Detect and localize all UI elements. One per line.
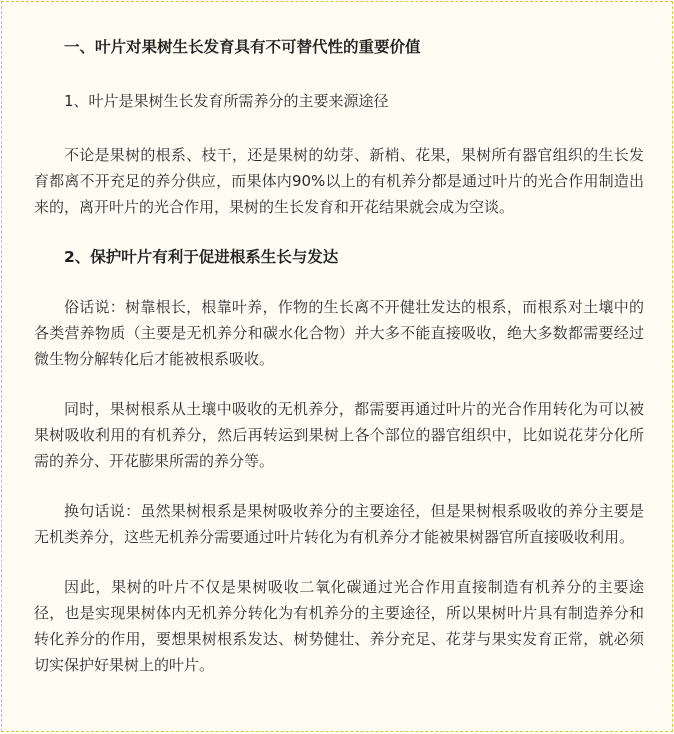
- paragraph-3: 同时，果树根系从土壤中吸收的无机养分，都需要再通过叶片的光合作用转化为可以被果树吸收利用的有机养分，然后再转运到果树上各个部位的器官组织中，比如说花芽分化所需的养分、开花膨果所需的养分等。: [34, 400, 644, 470]
- subsection-heading-1: 1、叶片是果树生长发育所需养分的主要来源途径: [64, 92, 389, 110]
- paragraph-1: 不论是果树的根系、枝干，还是果树的幼芽、新梢、花果，果树所有器官组织的生长发育都离不开充足的养分供应，而果体内90%以上的有机养分都是通过叶片的光合作用制造出来的，离开叶片的光合作用，果树的生长发育和开花结果就会成为空谈。: [34, 146, 644, 216]
- paragraph-4: 换句话说：虽然果树根系是果树吸收养分的主要途径，但是果树根系吸收的养分主要是无机类养分，这些无机养分需要通过叶片转化为有机养分才能被果树器官所直接吸收利用。: [34, 502, 644, 546]
- section-heading-1: 一、叶片对果树生长发育具有不可替代性的重要价值: [64, 38, 421, 56]
- paragraph-5: 因此，果树的叶片不仅是果树吸收二氧化碳通过光合作用直接制造有机养分的主要途径，也是实现果树体内无机养分转化为有机养分的主要途径，所以果树叶片具有制造养分和转化养分的作用，要想果树根系发达、树势健壮、养分充足、花芽与果实发育正常，就必须切实保护好果树上的叶片。: [34, 578, 644, 674]
- section-heading-2: 2、保护叶片有利于促进根系生长与发达: [64, 248, 339, 266]
- article-card: [1, 1, 673, 732]
- paragraph-2: 俗话说：树靠根长，根靠叶养，作物的生长离不开健壮发达的根系，而根系对土壤中的各类营养物质（主要是无机养分和碳水化合物）并大多不能直接吸收，绝大多数都需要经过微生物分解转化后才能被根系吸收。: [34, 298, 644, 368]
